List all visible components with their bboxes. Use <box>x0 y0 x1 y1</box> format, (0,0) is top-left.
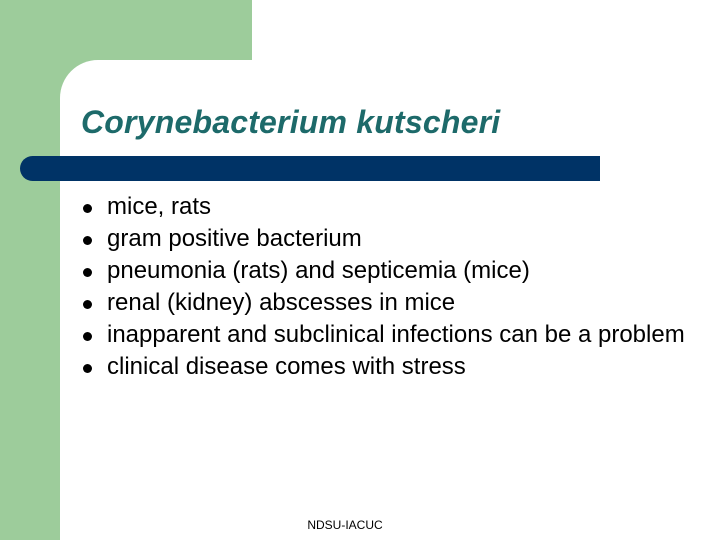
bullet-item <box>81 352 701 382</box>
bullet-text: renal (kidney) abscesses in mice <box>107 289 456 316</box>
bullet-text: inapparent and subclinical infections can be a problem <box>107 321 685 348</box>
footer-text: NDSU-IACUC <box>307 518 383 532</box>
bullet-dot-icon <box>83 236 92 245</box>
bullet-text: clinical disease comes with stress <box>107 353 466 380</box>
bullet-text: gram positive bacterium <box>107 225 362 252</box>
bullet-list <box>81 192 701 384</box>
bullet-item <box>81 192 701 222</box>
bullet-item <box>81 224 701 254</box>
slide-title: Corynebacterium kutscheri <box>81 104 501 140</box>
bullet-item <box>81 256 701 286</box>
bullet-dot-icon <box>83 300 92 309</box>
bullet-text: mice, rats <box>107 193 212 220</box>
bullet-text: pneumonia (rats) and septicemia (mice) <box>107 257 530 284</box>
bullet-dot-icon <box>83 204 92 213</box>
bullet-dot-icon <box>83 364 92 373</box>
bullet-item <box>81 320 701 350</box>
bullet-item <box>81 288 701 318</box>
bullet-dot-icon <box>83 268 92 277</box>
bullet-dot-icon <box>83 332 92 341</box>
title-underline-bar <box>20 156 600 181</box>
